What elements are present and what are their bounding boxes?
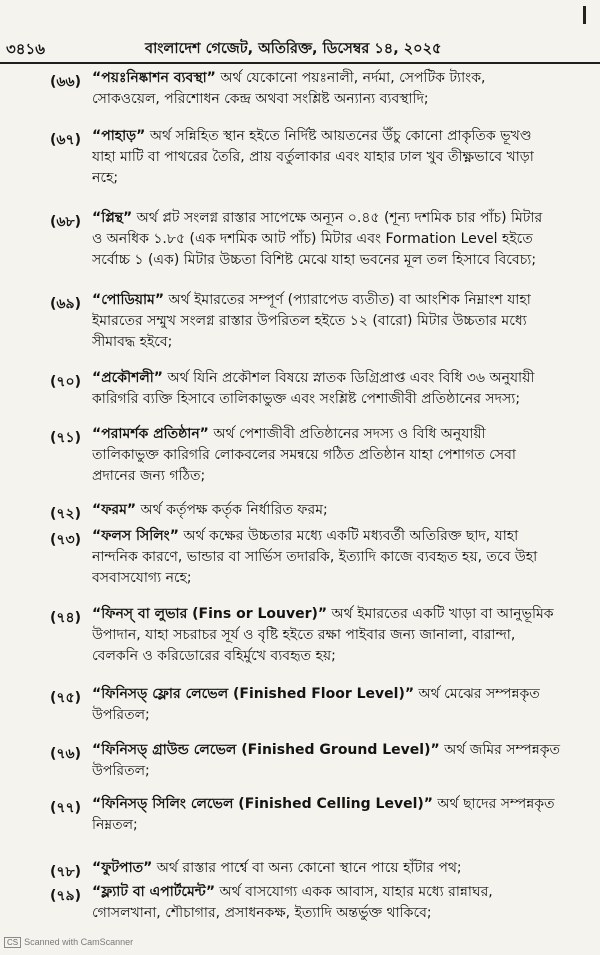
entry-line bbox=[92, 684, 600, 705]
entry-line bbox=[92, 761, 600, 782]
definition-text: নহে; bbox=[92, 170, 119, 186]
entry-number: (৭৬) bbox=[50, 746, 82, 762]
definition-text: সোকওয়েল, পরিশোধন কেন্দ্র অথবা সংশ্লিষ্ট অন্যান্য ব্যবস্থাদি; bbox=[92, 91, 429, 107]
camscanner-icon: CS bbox=[4, 937, 21, 948]
definition-text: অর্থ প্লট সংলগ্ন রাস্তার সাপেক্ষে অন্যূন ০.৪৫ (শূন্য দশমিক চার পাঁচ) মিটার bbox=[132, 210, 543, 226]
entry-line bbox=[92, 903, 600, 924]
definition-text: অর্থ ইমারতের একটি খাড়া বা আনুভূমিক bbox=[327, 606, 554, 622]
defined-term: “পাহাড়” bbox=[92, 128, 146, 144]
header-divider bbox=[0, 62, 600, 64]
entry-line bbox=[92, 250, 600, 271]
definition-text: অর্থ কর্তৃপক্ষ কর্তৃক নির্ধারিত ফরম; bbox=[136, 502, 328, 518]
defined-term: “পরামর্শক প্রতিষ্ঠান” bbox=[92, 426, 209, 442]
entry-line bbox=[92, 290, 600, 311]
entry-number: (৭৪) bbox=[50, 610, 81, 626]
defined-term: “প্রকৌশলী” bbox=[92, 370, 163, 386]
definition-text: উপাদান, যাহা সচরাচর সূর্য ও বৃষ্টি হইতে রক্ষা পাইবার জন্য জানালা, বারান্দা, bbox=[92, 627, 516, 643]
entry-number: (৭৮) bbox=[50, 864, 81, 880]
definition-text: সীমাবদ্ধ হইবে; bbox=[92, 334, 173, 350]
definition-text: অর্থ যেকোনো পয়ঃনালী, নর্দমা, সেপটিক ট্যাংক, bbox=[215, 70, 486, 86]
entry-number: (৬৯) bbox=[50, 296, 81, 312]
entry-line bbox=[92, 568, 600, 589]
scanner-text: Scanned with CamScanner bbox=[24, 937, 134, 947]
definition-text: অর্থ জমির সম্পন্নকৃত bbox=[439, 742, 561, 758]
entry-line bbox=[92, 794, 600, 815]
scanner-watermark bbox=[4, 937, 133, 948]
entry-line bbox=[92, 858, 600, 879]
definition-text: অর্থ মেঝের সম্পন্নকৃত bbox=[414, 686, 540, 702]
definition-text: বসবাসযোগ্য নহে; bbox=[92, 570, 192, 586]
definition-text: অর্থ যিনি প্রকৌশল বিষয়ে স্নাতক ডিগ্রিপ্রাপ্ত এবং বিধি ৩৬ অনুযায়ী bbox=[163, 370, 535, 386]
entry-line bbox=[92, 815, 600, 836]
entry-line bbox=[92, 126, 600, 147]
entry-line bbox=[92, 332, 600, 353]
definition-text: তালিকাভুক্ত কারিগরি লোকবলের সমন্বয়ে গঠিত প্রতিষ্ঠান যাহা পেশাগত সেবা bbox=[92, 447, 516, 463]
entry-line bbox=[92, 147, 600, 168]
entry-line bbox=[92, 424, 600, 445]
definition-text: অর্থ বাসযোগ্য একক আবাস, যাহার মধ্যে রান্নাঘর, bbox=[215, 884, 493, 900]
definition-text: বেলকনি ও করিডোরের বহির্মুখে ব্যবহৃত হয়; bbox=[92, 648, 336, 664]
defined-term: “ফ্ল্যাট বা এপার্টমেন্ট” bbox=[92, 884, 216, 900]
definition-text: অর্থ পেশাজীবী প্রতিষ্ঠানের সদস্য ও বিধি অনুযায়ী bbox=[208, 426, 486, 442]
defined-term: “ফুটপাত” bbox=[92, 860, 153, 876]
entry-line bbox=[92, 547, 600, 568]
entry-number: (৬৭) bbox=[50, 132, 82, 148]
page-header bbox=[0, 36, 600, 58]
entry-number: (৭৭) bbox=[50, 800, 82, 816]
defined-term: “পোডিয়াম” bbox=[92, 292, 165, 308]
entry-line bbox=[92, 740, 600, 761]
gazette-title: বাংলাদেশ গেজেট, অতিরিক্ত, ডিসেম্বর ১৪, ২০২৫ bbox=[145, 41, 442, 57]
definition-text: অর্থ ছাদের সম্পন্নকৃত bbox=[432, 796, 555, 812]
entry-line bbox=[92, 500, 600, 521]
entry-line bbox=[92, 311, 600, 332]
defined-term: “ফিনিসড্ ফ্লোর লেভেল (Finished Floor Level)” bbox=[92, 686, 415, 702]
definition-text: অর্থ ইমারতের সম্পূর্ণ (প্যারাপেড ব্যতীত) বা আংশিক নিম্নাংশ যাহা bbox=[164, 292, 531, 308]
defined-term: “ফরম” bbox=[92, 502, 137, 518]
definition-text: নান্দনিক কারণে, ভান্ডার বা সার্ভিস তদারকি, ইত্যাদি কাজে ব্যবহৃত হয়, তবে উহা bbox=[92, 549, 538, 565]
defined-term: “ফিনিসড্ সিলিং লেভেল (Finished Celling Level)” bbox=[92, 796, 433, 812]
entry-line bbox=[92, 882, 600, 903]
definition-text: নিম্নতল; bbox=[92, 817, 138, 833]
entry-number: (৭২) bbox=[50, 506, 82, 522]
entry-number: (৭০) bbox=[50, 374, 82, 390]
page-edge-mark bbox=[583, 6, 586, 24]
entry-number: (৭৩) bbox=[50, 532, 82, 548]
entry-line bbox=[92, 526, 600, 547]
definition-text: অর্থ কক্ষের উচ্চতার মধ্যে একটি মধ্যবর্তী অতিরিক্ত ছাদ, যাহা bbox=[178, 528, 519, 544]
entry-line bbox=[92, 389, 600, 410]
entry-line bbox=[92, 705, 600, 726]
defined-term: “ফলস সিলিং” bbox=[92, 528, 179, 544]
entry-line bbox=[92, 208, 600, 229]
entry-line bbox=[92, 445, 600, 466]
definition-text: ইমারতের সম্মুখ সংলগ্ন রাস্তার উপরিতল হইতে ১২ (বারো) মিটার উচ্চতার মধ্যে bbox=[92, 313, 527, 329]
entry-line bbox=[92, 368, 600, 389]
entry-number: (৬৬) bbox=[50, 74, 82, 90]
defined-term: “ফিনিসড্ গ্রাউন্ড লেভেল (Finished Ground Level)” bbox=[92, 742, 440, 758]
entry-line bbox=[92, 89, 600, 110]
definition-text: উপরিতল; bbox=[92, 707, 150, 723]
definition-text: প্রদানের জন্য গঠিত; bbox=[92, 468, 206, 484]
definition-text: ও অনধিক ১.৮৫ (এক দশমিক আট পাঁচ) মিটার এবং Formation Level হইতে bbox=[92, 231, 533, 247]
entry-line bbox=[92, 466, 600, 487]
entry-line bbox=[92, 625, 600, 646]
definition-text: গোসলখানা, শৌচাগার, প্রসাধনকক্ষ, ইত্যাদি অন্তর্ভুক্ত থাকিবে; bbox=[92, 905, 432, 921]
entry-line bbox=[92, 68, 600, 89]
defined-term: “পয়ঃনিষ্কাশন ব্যবস্থা” bbox=[92, 70, 216, 86]
definition-text: যাহা মাটি বা পাথরের তৈরি, প্রায় বর্তুলাকার এবং যাহার ঢাল খুব তীক্ষ্ণভাবে খাড়া bbox=[92, 149, 534, 165]
defined-term: “প্লিন্থ” bbox=[92, 210, 133, 226]
page-number: ৩৪১৬ bbox=[6, 40, 45, 58]
entry-line bbox=[92, 646, 600, 667]
entry-number: (৭৯) bbox=[50, 888, 81, 904]
definition-text: কারিগরি ব্যক্তি হিসাবে তালিকাভুক্ত এবং সংশ্লিষ্ট পেশাজীবী প্রতিষ্ঠানের সদস্য; bbox=[92, 391, 521, 407]
entry-line bbox=[92, 229, 600, 250]
definition-text: অর্থ সন্নিহিত স্থান হইতে নির্দিষ্ট আয়তনের উঁচু কোনো প্রাকৃতিক ভূখণ্ড bbox=[145, 128, 532, 144]
entry-line bbox=[92, 604, 600, 625]
entry-line bbox=[92, 168, 600, 189]
defined-term: “ফিনস্ বা লুভার (Fins or Louver)” bbox=[92, 606, 328, 622]
entry-number: (৭৫) bbox=[50, 690, 81, 706]
definition-text: অর্থ রাস্তার পার্শ্বে বা অন্য কোনো স্থানে পায়ে হাঁটার পথ; bbox=[152, 860, 462, 876]
entry-number: (৬৮) bbox=[50, 214, 81, 230]
definition-text: সর্বোচ্চ ১ (এক) মিটার উচ্চতা বিশিষ্ট মেঝে যাহা ভবনের মূল তল হিসাবে বিবেচ্য; bbox=[92, 252, 537, 268]
definition-text: উপরিতল; bbox=[92, 763, 150, 779]
entry-number: (৭১) bbox=[50, 430, 81, 446]
